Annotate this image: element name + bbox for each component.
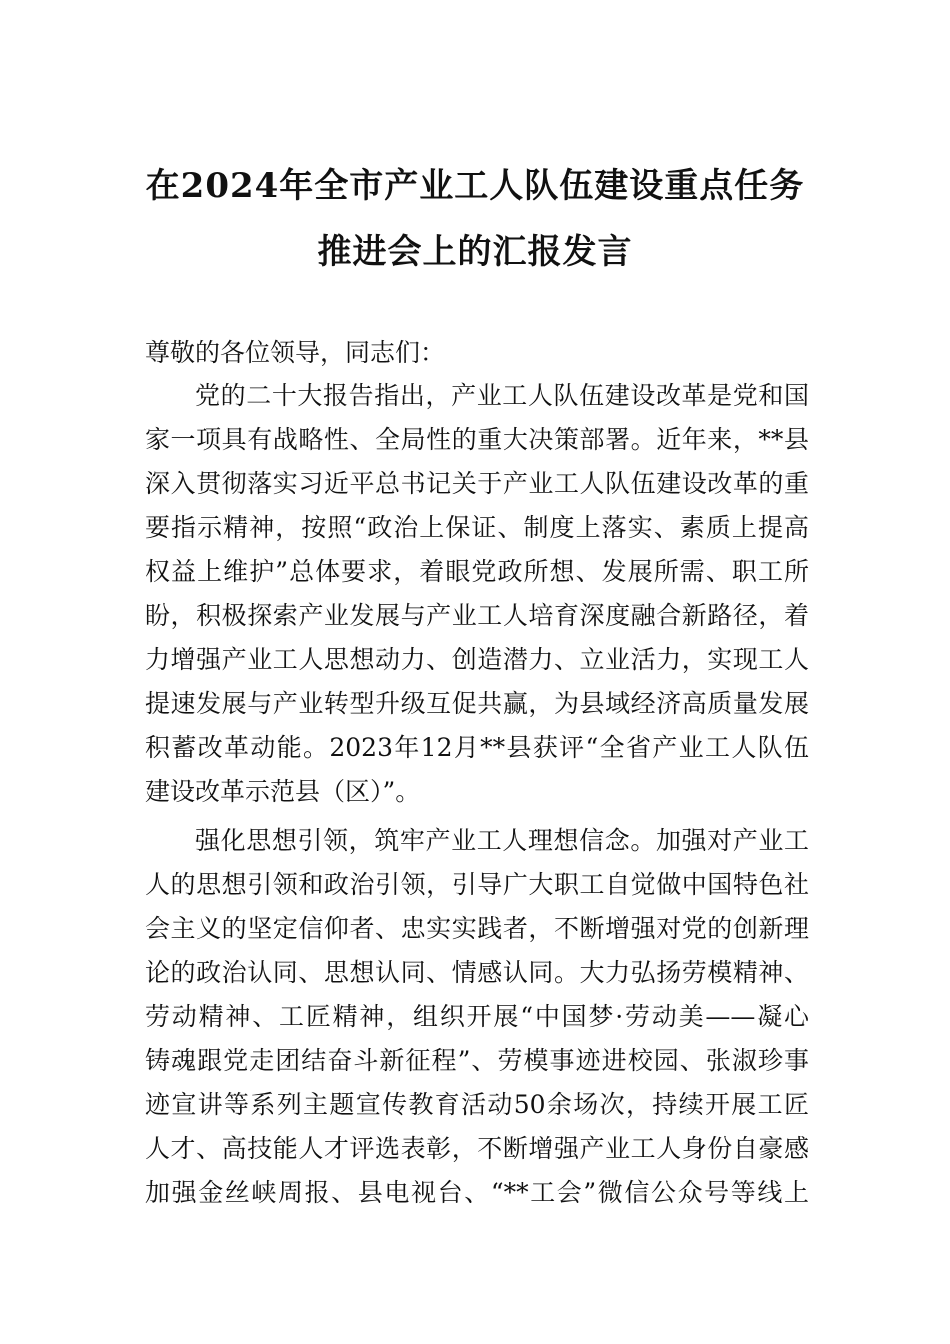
paragraph-2-line: 论的政治认同、思想认同、情感认同。大力弘扬劳模精神、 bbox=[145, 958, 809, 987]
paragraph-1-line: 深入贯彻落实习近平总书记关于产业工人队伍建设改革的重 bbox=[145, 469, 809, 498]
paragraph-1-line: 党的二十大报告指出，产业工人队伍建设改革是党和国 bbox=[195, 381, 809, 410]
document-title-line-1: 在2024年全市产业工人队伍建设重点任务 bbox=[145, 166, 805, 206]
paragraph-2-line: 铸魂跟党走团结奋斗新征程”、劳模事迹进校园、张淑珍事 bbox=[145, 1046, 809, 1075]
paragraph-2-line: 迹宣讲等系列主题宣传教育活动50余场次，持续开展工匠 bbox=[145, 1090, 809, 1119]
paragraph-2-line: 劳动精神、工匠精神，组织开展“中国梦·劳动美——凝心 bbox=[145, 1002, 809, 1031]
paragraph-1-line: 盼，积极探索产业发展与产业工人培育深度融合新路径，着 bbox=[145, 601, 809, 630]
paragraph-2-line: 强化思想引领，筑牢产业工人理想信念。加强对产业工 bbox=[195, 826, 809, 855]
paragraph-2-line: 人的思想引领和政治引领，引导广大职工自觉做中国特色社 bbox=[145, 870, 809, 899]
paragraph-2-line: 会主义的坚定信仰者、忠实实践者，不断增强对党的创新理 bbox=[145, 914, 809, 943]
paragraph-2-line: 加强金丝峡周报、县电视台、“**工会”微信公众号等线上 bbox=[145, 1178, 809, 1207]
salutation: 尊敬的各位领导，同志们： bbox=[145, 338, 446, 367]
paragraph-1-line: 要指示精神，按照“政治上保证、制度上落实、素质上提高 bbox=[145, 513, 809, 542]
paragraph-1-line: 积蓄改革动能。2023年12月**县获评“全省产业工人队伍 bbox=[145, 733, 809, 762]
document-title-line-2: 推进会上的汇报发言 bbox=[317, 232, 633, 272]
paragraph-1-line: 提速发展与产业转型升级互促共赢，为县域经济高质量发展 bbox=[145, 689, 809, 718]
paragraph-1-line: 建设改革示范县（区）”。 bbox=[145, 777, 421, 806]
paragraph-1-line: 力增强产业工人思想动力、创造潜力、立业活力，实现工人 bbox=[145, 645, 809, 674]
paragraph-1-line: 权益上维护”总体要求，着眼党政所想、发展所需、职工所 bbox=[145, 557, 809, 586]
paragraph-2-line: 人才、高技能人才评选表彰，不断增强产业工人身份自豪感 bbox=[145, 1134, 809, 1163]
paragraph-1-line: 家一项具有战略性、全局性的重大决策部署。近年来，**县 bbox=[145, 425, 809, 454]
